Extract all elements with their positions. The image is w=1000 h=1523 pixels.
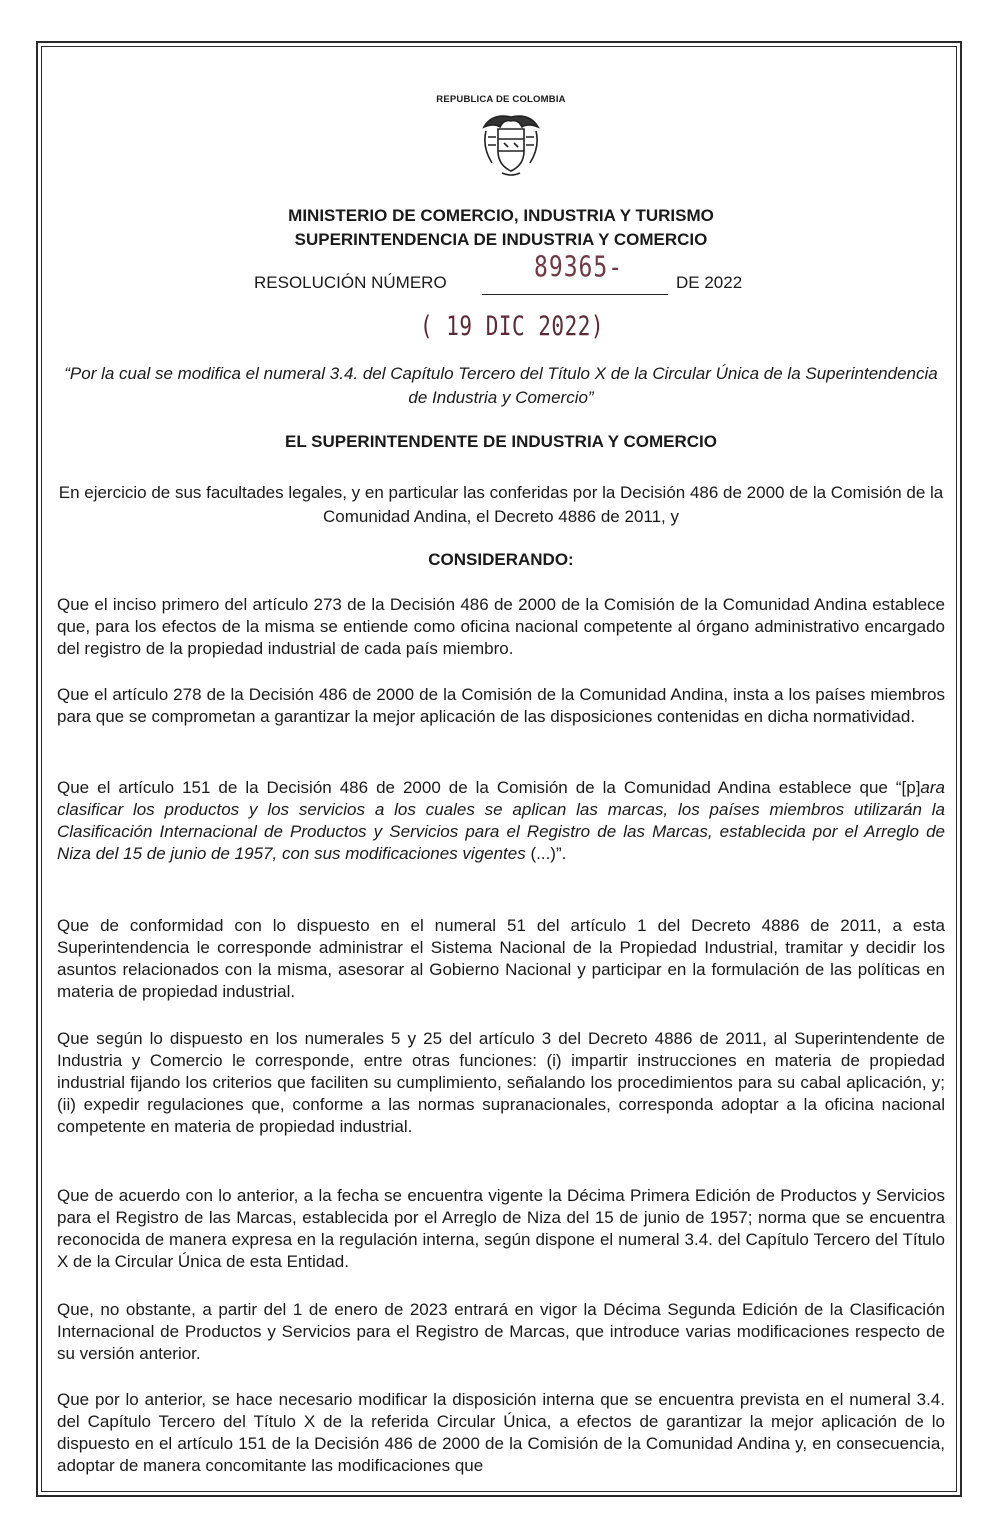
ministry-name: MINISTERIO DE COMERCIO, INDUSTRIA Y TURISMO <box>288 206 714 225</box>
paragraph-3-end: (...)”. <box>525 844 567 863</box>
resolution-number-underline <box>482 294 668 295</box>
authority-heading: EL SUPERINTENDENTE DE INDUSTRIA Y COMERCIO <box>285 432 717 451</box>
resolution-number-stamp: 89365- <box>534 251 624 284</box>
paragraph-7: Que, no obstante, a partir del 1 de enero de 2023 entrará en vigor la Décima Segunda Edición de la Clasificación Internacional de Productos y Servicios para el Registro de Marcas, que introduce varias modificaciones respecto de su versión anterior. <box>57 1300 945 1363</box>
legal-powers: En ejercicio de sus facultades legales, y en particular las conferidas por la Decisión 486 de 2000 de la Comisión de la Comunidad Andina, el Decreto 4886 de 2011, y <box>58 483 944 526</box>
resolution-year: DE 2022 <box>676 273 743 292</box>
superintendency-name: SUPERINTENDENCIA DE INDUSTRIA Y COMERCIO <box>294 230 708 249</box>
paragraph-3-start: Que el artículo 151 de la Decisión 486 de 2000 de la Comisión de la Comunidad Andina establece que “[p] <box>57 778 921 797</box>
paragraph-8: Que por lo anterior, se hace necesario modificar la disposición interna que se encuentra prevista en el numeral 3.4. del Capítulo Tercero del Título X de la referida Circular Única, a efectos de garantizar la mejor aplicación de lo dispuesto en el artículo 151 de la Decisión 486 de 2000 de la Comisión de la Comunidad Andina y, en consecuencia, adoptar de manera concomitante las modificaciones que <box>57 1390 945 1475</box>
paragraph-6: Que de acuerdo con lo anterior, a la fecha se encuentra vigente la Décima Primera Edición de Productos y Servicios para el Registro de las Marcas, establecida por el Arreglo de Niza del 15 de junio de 1957; norma que se encuentra reconocida de manera expresa en la regulación interna, según dispone el numeral 3.4. del Capítulo Tercero del Título X de la Circular Única de esta Entidad. <box>57 1186 945 1271</box>
paragraph-3 <box>57 777 945 865</box>
paragraph-2: Que el artículo 278 de la Decisión 486 de 2000 de la Comisión de la Comunidad Andina, insta a los países miembros para que se comprometan a garantizar la mejor aplicación de las disposiciones contenidas en dicha normatividad. <box>57 685 945 726</box>
considerando-heading: CONSIDERANDO: <box>428 550 574 569</box>
resolution-subject: “Por la cual se modifica el numeral 3.4. del Capítulo Tercero del Título X de la Circular Única de la Superintendencia de Industria y Comercio” <box>64 364 938 407</box>
country-name: REPUBLICA DE COLOMBIA <box>436 94 566 105</box>
paragraph-5: Que según lo dispuesto en los numerales 5 y 25 del artículo 3 del Decreto 4886 de 2011, al Superintendente de Industria y Comercio le corresponde, entre otras funciones: (i) impartir instrucciones en materia de propiedad industrial fijando los criterios que faciliten su cumplimiento, señalando los procedimientos para su cabal aplicación, y; (ii) expedir regulaciones que, conforme a las normas supranacionales, corresponda adoptar a la oficina nacional competente en materia de propiedad industrial. <box>57 1029 945 1136</box>
paragraph-3-quote: ara clasificar los productos y los servicios a los cuales se aplican las marcas, los países miembros utilizarán la Clasificación Internacional de Productos y Servicios para el Registro de las Marcas, establecida por el Arreglo de Niza del 15 de junio de 1957, con sus modificaciones vigentes <box>57 778 945 863</box>
issuer-block <box>56 204 946 252</box>
paragraph-4: Que de conformidad con lo dispuesto en el numeral 51 del artículo 1 del Decreto 4886 de 2011, a esta Superintendencia le corresponde administrar el Sistema Nacional de la Propiedad Industrial, tramitar y decidir los asuntos relacionados con la misma, asesorar al Gobierno Nacional y participar en la formulación de las políticas en materia de propiedad industrial. <box>57 916 945 1001</box>
coat-of-arms-icon <box>478 107 544 179</box>
page-border-inner <box>41 46 957 1492</box>
paragraph-1: Que el inciso primero del artículo 273 de la Decisión 486 de 2000 de la Comisión de la Comunidad Andina establece que, para los efectos de la misma se entiende como oficina nacional competente al órgano administrativo encargado del registro de la propiedad industrial de cada país miembro. <box>57 595 945 658</box>
resolution-label: RESOLUCIÓN NÚMERO <box>254 273 447 292</box>
date-stamp: ( 19 DIC 2022) <box>420 311 605 341</box>
